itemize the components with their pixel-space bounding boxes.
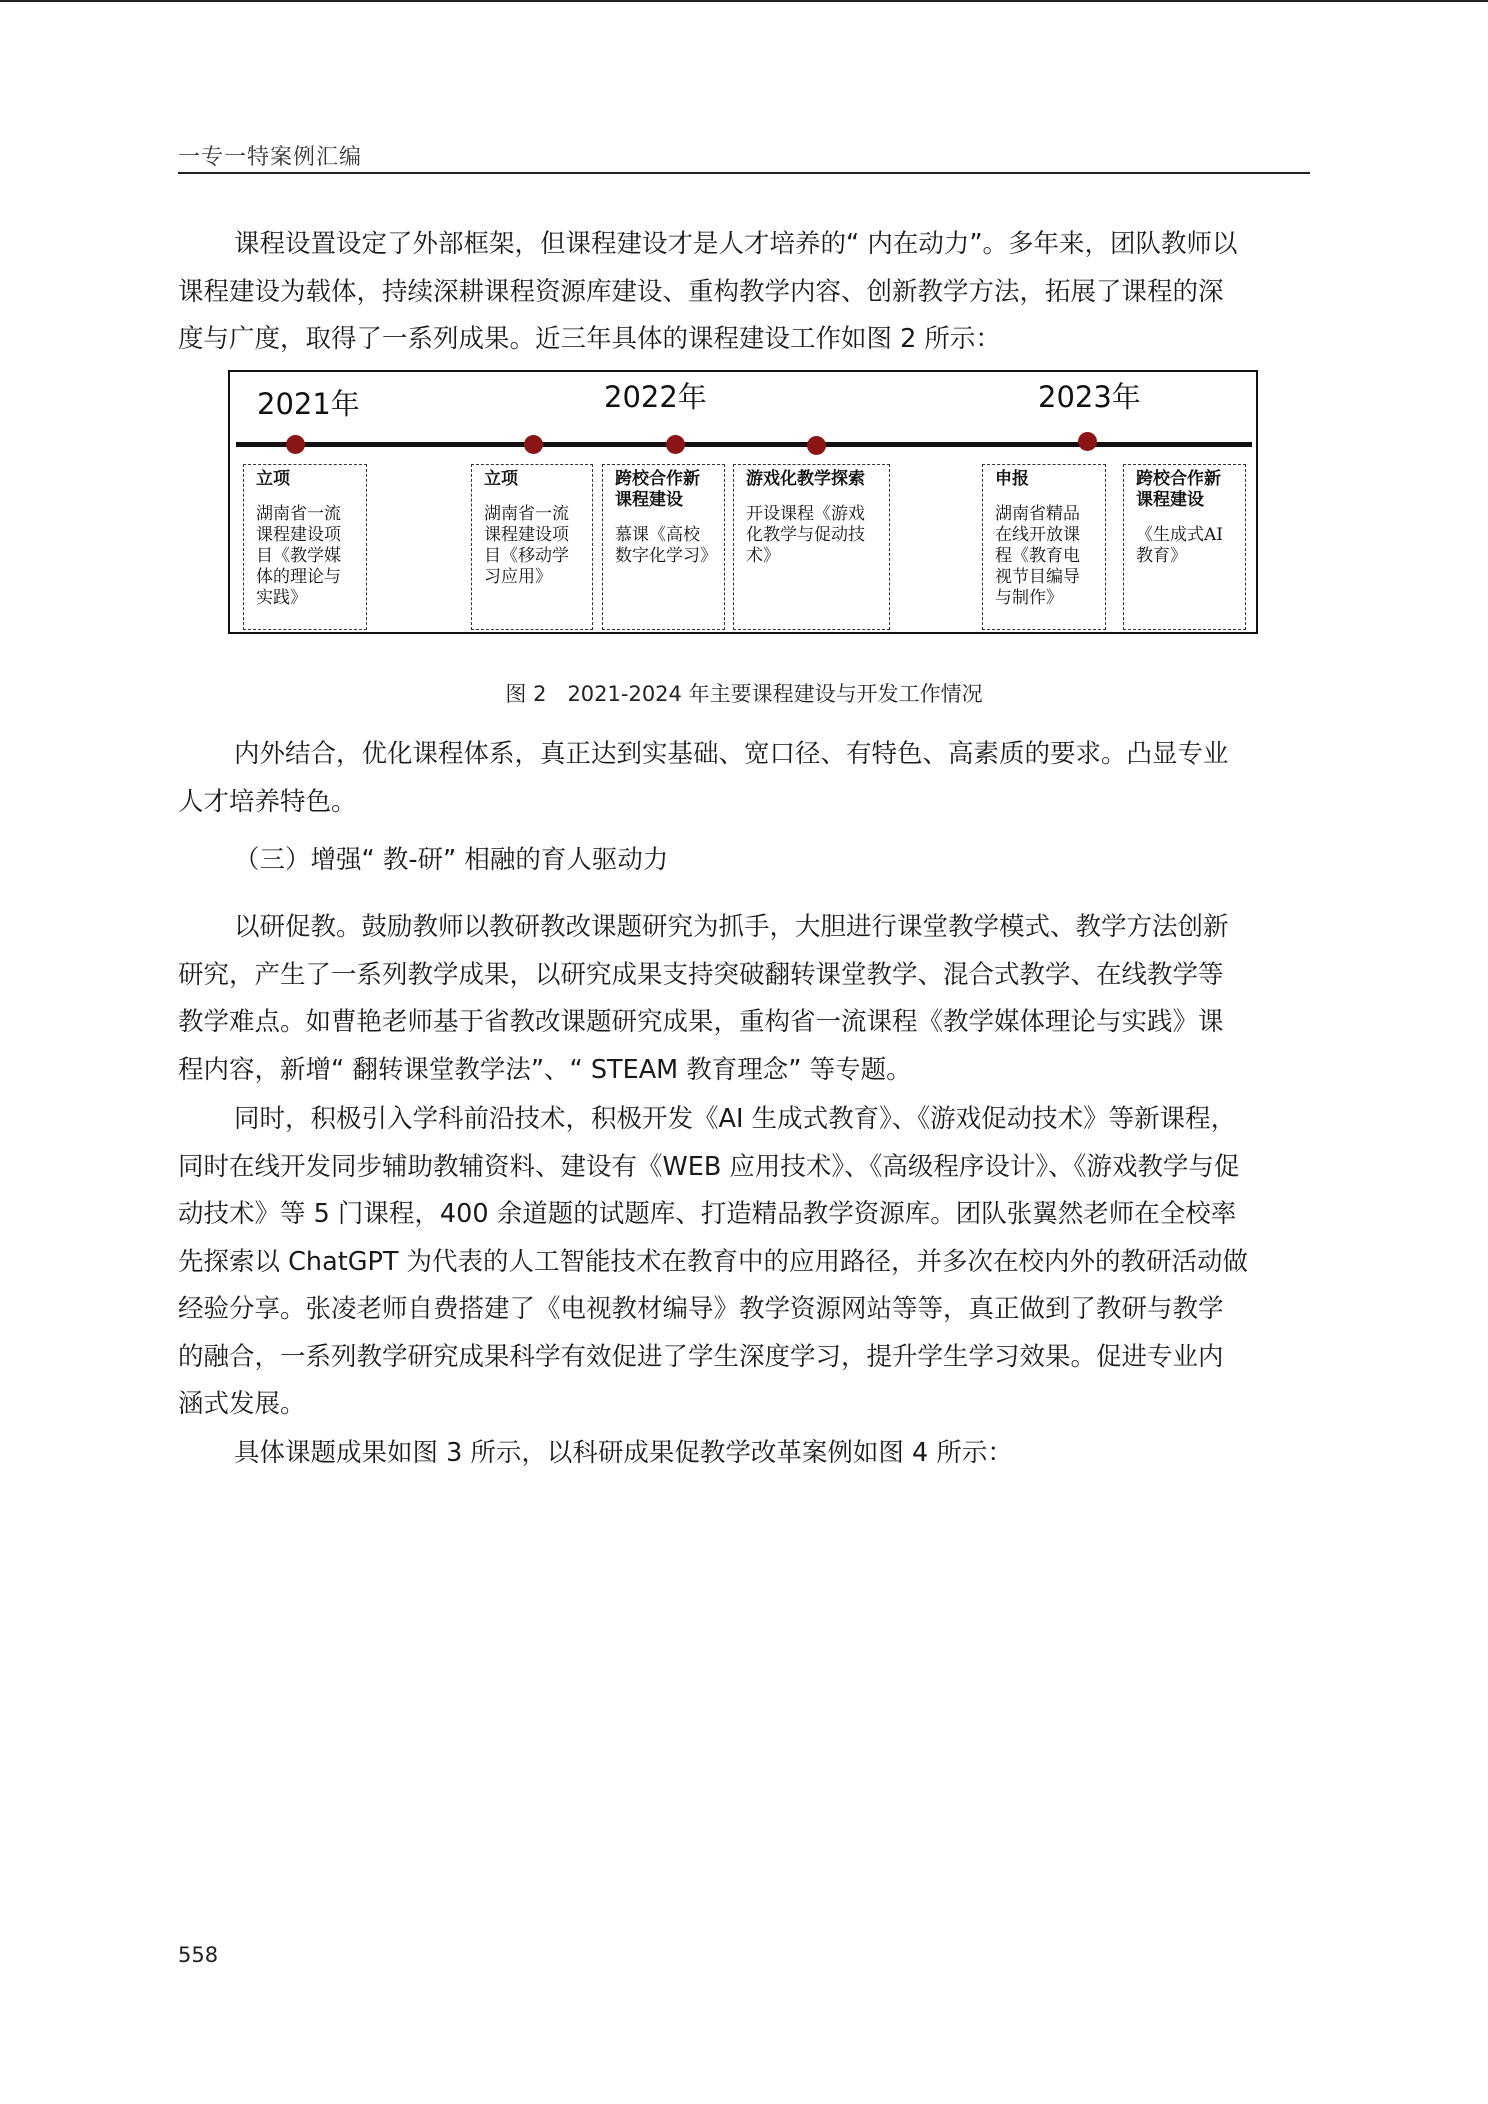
year-label-2021: 2021年 [257,387,360,421]
text-line: 涵式发展。 [178,1389,306,1419]
card-title-line: 课程建设 [1136,490,1204,510]
card-body-line: 实践》 [256,588,307,608]
card-body-line: 数字化学习》 [615,546,717,566]
paragraph-research-teaching [178,904,1310,1094]
text-line: 人才培养特色。 [178,786,357,817]
timeline-card-6 [1123,464,1246,630]
year-label-2022: 2022年 [604,380,707,414]
text-line: 内外结合，优化课程体系，真正达到实基础、宽口径、有特色、高素质的要求。凸显专业 [234,739,1229,769]
paragraph-curriculum-system [178,731,1310,826]
running-header: 一专一特案例汇编 [178,145,363,170]
card-body [995,504,1097,609]
card-body-line: 《生成式AI [1136,525,1223,545]
text-line: 同时，积极引入学科前沿技术，积极开发《AI 生成式教育》、《游戏促动技术》等新课程， [234,1104,1237,1134]
card-body-line: 开设课程《游戏 [746,504,865,524]
text-line: 度与广度，取得了一系列成果。近三年具体的课程建设工作如图 2 所示： [178,324,1001,354]
card-body-line: 术》 [746,546,780,566]
figure-caption: 图 2 2021-2024 年主要课程建设与开发工作情况 [505,682,983,706]
card-title-line: 跨校合作新 [615,469,700,489]
card-body-line: 习应用》 [484,567,552,587]
page-top-border [0,0,1488,2]
timeline-card-2 [471,464,593,630]
text-line: 具体课题成果如图 3 所示，以科研成果促教学改革案例如图 4 所示： [234,1438,1013,1468]
paragraph-course-construction [178,221,1310,364]
card-body-line: 目《教学媒 [256,546,341,566]
card-body [746,504,881,567]
card-body-line: 课程建设项 [256,525,341,545]
text-line: 教学难点。如曹艳老师基于省教改课题研究成果，重构省一流课程《教学媒体理论与实践》课 [178,1007,1224,1037]
card-title [615,469,716,511]
timeline-dot [666,435,685,454]
card-title: 申报 [995,469,1029,489]
text-line: 同时在线开发同步辅助教辅资料、建设有《WEB 应用技术》、《高级程序设计》、《游戏教学与促 [178,1151,1240,1182]
timeline-axis [236,442,1252,447]
card-body-line: 视节目编导 [995,567,1080,587]
timeline-dot [286,435,305,454]
page-number: 558 [178,1943,219,1967]
section-heading: （三）增强“ 教-研” 相融的育人驱动力 [234,845,669,875]
text-line: 经验分享。张凌老师自费搭建了《电视教材编导》教学资源网站等等，真正做到了教研与教学 [178,1294,1224,1324]
timeline-dot [524,435,543,454]
card-body-line: 湖南省一流 [256,504,341,524]
timeline-dot [807,436,826,455]
card-body-line: 湖南省精品 [995,504,1080,524]
card-title [1136,469,1237,511]
timeline-figure [228,370,1258,634]
card-body-line: 课程建设项 [484,525,569,545]
text-line: 程内容，新增“ 翻转课堂教学法”、“ STEAM 教育理念” 等专题。 [178,1054,912,1085]
timeline-card-1 [243,464,367,630]
text-line: 的融合，一系列教学研究成果科学有效促进了学生深度学习，提升学生学习效果。促进专业内 [178,1341,1224,1372]
card-body-line: 慕课《高校 [615,525,700,545]
card-body-line: 程《教育电 [995,546,1080,566]
paragraph-frontier-tech [178,1096,1310,1429]
text-line: 研究，产生了一系列教学成果，以研究成果支持突破翻转课堂教学、混合式教学、在线教学等 [178,959,1224,990]
card-title-line: 跨校合作新 [1136,469,1221,489]
timeline-card-5 [982,464,1106,630]
card-body-line: 在线开放课 [995,525,1080,545]
card-body [1136,525,1237,567]
text-line: 以研促教。鼓励教师以教研教改课题研究为抓手，大胆进行课堂教学模式、教学方法创新 [234,912,1229,942]
paragraph-figure-reference [178,1430,1310,1478]
card-title: 游戏化教学探索 [746,469,865,489]
text-line: 先探索以 ChatGPT 为代表的人工智能技术在教育中的应用路径，并多次在校内外的教研活动做 [178,1246,1249,1277]
card-body-line: 教育》 [1136,546,1187,566]
card-title: 立项 [256,469,290,489]
card-body [256,504,358,609]
header-rule [178,172,1310,174]
card-title: 立项 [484,469,518,489]
card-body-line: 与制作》 [995,588,1063,608]
card-body-line: 湖南省一流 [484,504,569,524]
text-line: 课程建设为载体，持续深耕课程资源库建设、重构教学内容、创新教学方法，拓展了课程的深 [178,276,1224,307]
card-body-line: 化教学与促动技 [746,525,865,545]
card-body-line: 目《移动学 [484,546,569,566]
text-line: 动技术》等 5 门课程，400 余道题的试题库、打造精品教学资源库。团队张翼然老师在全校率 [178,1199,1237,1229]
year-label-2023: 2023年 [1038,380,1141,414]
card-title-line: 课程建设 [615,490,683,510]
timeline-dot [1078,432,1097,451]
timeline-card-4 [733,464,890,630]
card-body [484,504,584,588]
timeline-card-3 [602,464,725,630]
text-line: 课程设置设定了外部框架，但课程建设才是人才培养的“ 内在动力”。多年来，团队教师以 [234,229,1238,259]
card-body-line: 体的理论与 [256,567,341,587]
card-body [615,525,716,567]
